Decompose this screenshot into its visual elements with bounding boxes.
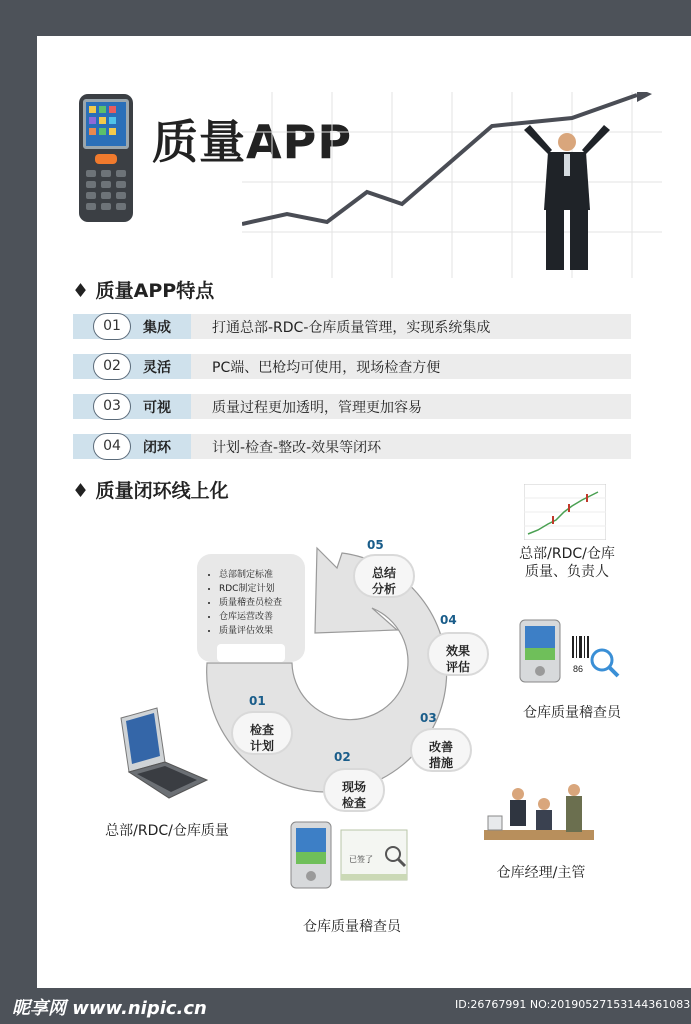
step-bubble-plan: 检查 计划 <box>231 711 293 755</box>
plan-item: • RDC制定计划 <box>219 582 305 596</box>
page-title: 质量APP <box>152 115 353 169</box>
laptop-icon <box>117 706 213 804</box>
barcode-number: 86 <box>573 664 584 674</box>
step-bubble-evaluate: 效果 评估 <box>427 632 489 676</box>
handheld-scanner-icon <box>77 92 135 224</box>
plan-item: • 质量评估效果 <box>219 624 305 638</box>
step-bubble-improve: 改善 措施 <box>410 728 472 772</box>
caption-inspector-bottom: 仓库质量稽查员 <box>303 919 401 935</box>
feature-row: 03 可视 质量过程更加透明，管理更加容易 <box>73 394 631 419</box>
pda-document-icon <box>289 820 413 892</box>
features-heading: ♦ 质量APP特点 <box>72 280 215 302</box>
cycle-heading: ♦ 质量闭环线上化 <box>72 480 229 502</box>
plan-item: • 总部制定标准 <box>219 568 305 582</box>
plan-item: • 质量稽查员检查 <box>219 596 305 610</box>
step-number: 05 <box>367 538 384 552</box>
watermark-logo: 昵享网 www.nipic.cn <box>12 998 207 1019</box>
poster <box>37 36 691 988</box>
caption-hq-quality: 总部/RDC/仓库质量 <box>105 823 229 839</box>
feature-row: 04 闭环 计划-检查-整改-效果等闭环 <box>73 434 631 459</box>
feature-row: 01 集成 打通总部-RDC-仓库质量管理，实现系统集成 <box>73 314 631 339</box>
feature-row: 02 灵活 PC端、巴枪均可使用，现场检查方便 <box>73 354 631 379</box>
plan-list-panel <box>197 554 305 662</box>
caption-hq-quality-leads: 总部/RDC/仓库 质量、负责人 <box>519 546 615 580</box>
diamond-bullet-icon: ♦ <box>72 480 96 502</box>
diamond-bullet-icon: ♦ <box>72 280 96 302</box>
growth-chart-illustration <box>242 92 662 278</box>
step-number: 04 <box>440 613 457 627</box>
managers-meeting-icon <box>484 780 594 854</box>
caption-inspector-right: 仓库质量稽查员 <box>523 705 621 721</box>
caption-manager: 仓库经理/主管 <box>496 865 586 881</box>
plan-item: • 仓库运营改善 <box>219 610 305 624</box>
step-bubble-summary: 总结 分析 <box>353 554 415 598</box>
step-number: 02 <box>334 750 351 764</box>
step-bubble-inspect: 现场 检查 <box>323 768 385 812</box>
watermark-bar <box>0 988 691 1024</box>
pda-barcode-icon <box>518 618 622 688</box>
step-number: 01 <box>249 694 266 708</box>
stamp-text: 已签了 <box>349 855 373 864</box>
stock-chart-icon <box>524 484 606 540</box>
watermark-id: ID:26767991 NO:20190527153144361083 <box>455 998 691 1011</box>
step-number: 03 <box>420 711 437 725</box>
